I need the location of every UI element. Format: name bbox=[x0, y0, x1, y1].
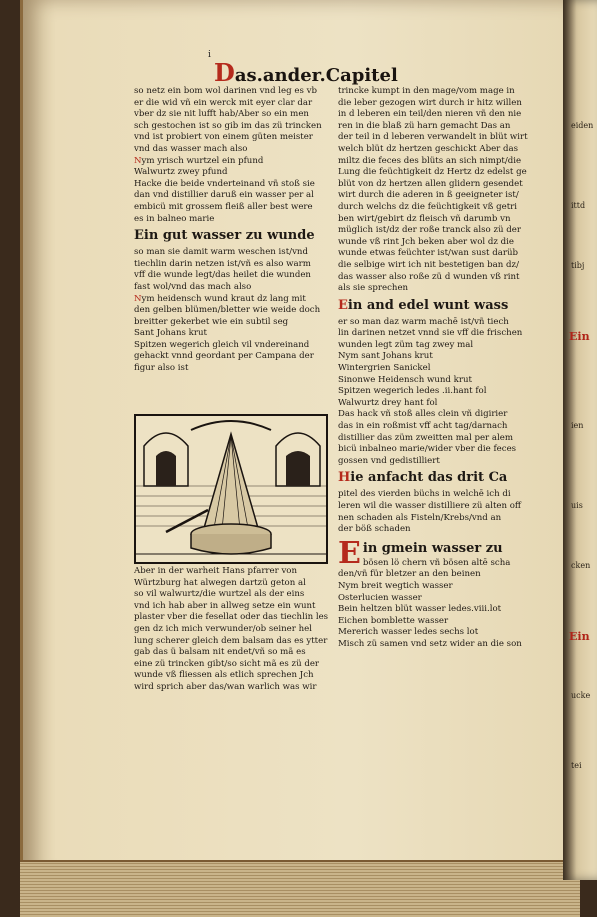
text-line: Nym breit wegtich wasser bbox=[338, 580, 453, 591]
text-line: so vil walwurtz/die wurtzel als der eins bbox=[134, 589, 305, 600]
text-line: embicü mit grossem fleiß aller best were bbox=[134, 201, 313, 212]
text-line: Mererich wasser ledes sechs lot bbox=[338, 627, 479, 638]
text-line: wunde vß rint Jch beken aber wol dz die bbox=[338, 236, 514, 247]
text-line: vnd ich hab aber in allweg setze ein wunt bbox=[134, 600, 316, 611]
text-line: vnd ist probiert von einem güten meister bbox=[134, 132, 313, 143]
text-line: figur also ist bbox=[134, 363, 189, 374]
text-line: pitel des vierden büchs in welchē ich di bbox=[338, 489, 511, 500]
text-line: das in ein roßmist vff acht tag/darnach bbox=[338, 421, 508, 432]
facing-page-fragment: eiden bbox=[571, 121, 594, 130]
text-line: vff die wunde legt/das heilet die wunden bbox=[134, 270, 311, 281]
right-column bbox=[338, 86, 538, 651]
section-heading bbox=[338, 469, 538, 487]
text-line: fast wol/vnd das mach also bbox=[134, 281, 252, 292]
text-line: tiechlin darin netzen ist/vñ es also warm bbox=[134, 258, 311, 269]
heading-rest: in and edel wunt wass bbox=[347, 297, 509, 313]
text-line: lin darinen netzet vnnd sie vff die frischen bbox=[338, 328, 523, 339]
text-line: gossen vnd gedistilliert bbox=[338, 455, 440, 466]
text-line-rest: ym yrisch wurtzel ein pfund bbox=[141, 155, 264, 166]
facing-page-fragment: ittd bbox=[571, 201, 586, 210]
drop-cap: E bbox=[338, 535, 361, 571]
section-heading: in gmein wasser zu bbox=[362, 540, 503, 556]
text-line: sch gestochen ist so gib im das zü trincken bbox=[134, 120, 322, 131]
text-line: müglich ist/dz der roße tranck also zü der bbox=[338, 225, 521, 236]
text-line: der böß schaden bbox=[338, 524, 411, 535]
section-heading bbox=[338, 297, 538, 315]
text-line bbox=[134, 294, 328, 306]
text-line: den gelben blümen/bletter wie weide doch bbox=[134, 305, 321, 316]
text-line: wunde etwas feüchter ist/wan sust darüb bbox=[338, 248, 518, 259]
heading-initial: E bbox=[338, 297, 348, 313]
text-line: Walwurtz drey hant fol bbox=[338, 397, 438, 408]
text-line: Walwurtz zwey pfund bbox=[134, 167, 228, 178]
text-line: so netz ein bom wol darinen vnd leg es vb bbox=[134, 86, 317, 96]
facing-page-fragment: tei bbox=[571, 761, 582, 770]
text-line: Lung die feüchtigkeit dz Hertz dz edelst ge bbox=[338, 167, 527, 178]
text-line: bicü inbalneo marie/wider vber die feces bbox=[338, 444, 517, 455]
heading-initial: H bbox=[338, 470, 351, 486]
text-line: so man sie damit warm weschen ist/vnd bbox=[134, 247, 308, 258]
text-line-rest: ym heidensch wund kraut dz lang mit bbox=[141, 293, 306, 304]
text-line: Aber in der warheit Hans pfarrer von bbox=[134, 566, 298, 576]
facing-page-fragment: ucke bbox=[571, 691, 591, 700]
text-line: in d leberen ein teil/den nieren vñ den nie bbox=[338, 109, 522, 120]
text-line: welch blüt dz hertzen geschickt Aber das bbox=[338, 143, 519, 154]
text-line: den/vñ für bletzer an den beinen bbox=[338, 569, 481, 580]
text-line bbox=[134, 156, 328, 168]
text-line: vber dz sie nit lufft hab/Aber so ein men bbox=[134, 109, 309, 120]
text-line: Bein heltzen blüt wasser ledes.viii.lot bbox=[338, 604, 502, 615]
text-line: wunde vß fliessen als etlich sprechen Jch bbox=[134, 670, 314, 681]
drop-cap-block bbox=[338, 535, 538, 581]
text-line: ren in die blaß zü harn gemacht Das an bbox=[338, 120, 511, 131]
text-line: Würtzburg hat alwegen dartzü geton al bbox=[134, 577, 306, 588]
text-line: Das hack vñ stoß alles clein vñ digirier bbox=[338, 409, 508, 420]
text-line: Osterlucien wasser bbox=[338, 592, 422, 603]
text-line: blüt von dz hertzen allen glidern gesendet bbox=[338, 178, 523, 189]
text-line: Spitzen wegerich gleich vil vndereinand bbox=[134, 339, 310, 350]
text-line: bösen lö chern vñ bösen altē scha bbox=[362, 557, 511, 568]
text-line: gen dz ich mich verwunder/ob seiner hel bbox=[134, 623, 312, 634]
text-line: breitter gekerbet wie ein subtil seg bbox=[134, 316, 289, 327]
text-line: Eichen bomblette wasser bbox=[338, 615, 449, 626]
text-line: ben wirt/gebirt dz fleisch vñ darumb vn bbox=[338, 213, 511, 224]
text-line: wunden legt züm tag zwey mal bbox=[338, 339, 474, 350]
text-line: Nym sant Johans krut bbox=[338, 351, 433, 362]
signature-mark: i bbox=[208, 50, 211, 60]
facing-page-fragment: tibj bbox=[571, 261, 585, 270]
chapter-title: as.ander.Capitel bbox=[234, 65, 398, 86]
facing-page-red-fragment: Ein bbox=[569, 630, 590, 643]
page-edges bbox=[20, 860, 580, 917]
text-line: plaster vber die fesellat oder das tiechlin les bbox=[134, 612, 328, 623]
text-line: wird sprich aber das/wan warlich was wir bbox=[134, 681, 317, 692]
facing-page-fragment: ien bbox=[571, 421, 584, 430]
text-line: distillier das züm zweitten mal per alem bbox=[338, 432, 514, 443]
text-line: eine zü trincken gibt/so sicht mã es zü der bbox=[134, 658, 320, 669]
facing-page bbox=[563, 0, 597, 880]
text-line: er so man daz warm machē ist/vñ tiech bbox=[338, 316, 509, 327]
text-line: Misch zü samen vnd setz wider an die son bbox=[338, 638, 522, 649]
rubric-initial: N bbox=[134, 155, 142, 166]
text-line: lung scherer gleich dem balsam das es ytter bbox=[134, 635, 328, 646]
chapter-header bbox=[214, 58, 398, 87]
text-line: gab das ü balsam nit endet/vñ so mã es bbox=[134, 647, 306, 658]
text-line: durch welchs dz die feüchtigkeit vß getri bbox=[338, 201, 518, 212]
text-line: das wasser also roße zü d wunden vß rint bbox=[338, 271, 520, 282]
text-line: gehackt vnnd geordant per Campana der bbox=[134, 351, 314, 362]
facing-page-fragment: uis bbox=[571, 501, 583, 510]
section-heading: Ein gut wasser zu wunde bbox=[134, 228, 315, 244]
text-line: als sie sprechen bbox=[338, 283, 409, 294]
chapter-initial: D bbox=[214, 58, 235, 87]
left-column-top bbox=[134, 86, 328, 375]
text-line: es in balneo marie bbox=[134, 213, 215, 224]
text-line: der teil in d leberen verwandelt in blüt wirt bbox=[338, 132, 528, 143]
distillation-apparatus-illustration bbox=[136, 416, 326, 562]
text-line: er die wid vñ ein werck mit eyer clar dar bbox=[134, 97, 313, 108]
text-line: miltz die feces des blüts an sich nimpt/die bbox=[338, 155, 522, 166]
facing-page-fragment: cken bbox=[571, 561, 591, 570]
text-line: die leber gezogen wirt durch ir hitz willen bbox=[338, 97, 522, 108]
text-line: die selbige wirt ich nit bestetigen ban dz/ bbox=[338, 259, 519, 270]
facing-page-red-fragment: Ein bbox=[569, 330, 590, 343]
text-line: Spitzen wegerich ledes .ii.hant fol bbox=[338, 386, 487, 397]
text-line: leren wil die wasser distilliere zü alten off bbox=[338, 501, 522, 511]
text-line: nen schaden als Fisteln/Krebs/vnd an bbox=[338, 512, 502, 523]
heading-rest: ie anfacht das drit Ca bbox=[350, 470, 508, 486]
text-line: dan vnd distillier daruß ein wasser per al bbox=[134, 190, 314, 201]
text-line: Hacke die beide vnderteinand vñ stoß sie bbox=[134, 178, 315, 189]
text-line: vnd das wasser mach also bbox=[134, 143, 248, 154]
text-line: trincke kumpt in den mage/vom mage in bbox=[338, 86, 515, 96]
text-line: Wintergrien Sanickel bbox=[338, 363, 431, 374]
text-line: Sant Johans krut bbox=[134, 328, 207, 339]
left-column-bottom bbox=[134, 566, 328, 694]
text-line: wirt durch die aderen in ß geeigneter ist/ bbox=[338, 190, 519, 201]
rubric-initial: N bbox=[134, 293, 142, 304]
woodcut-illustration bbox=[134, 414, 328, 564]
text-line: Sinonwe Heidensch wund krut bbox=[338, 374, 472, 385]
